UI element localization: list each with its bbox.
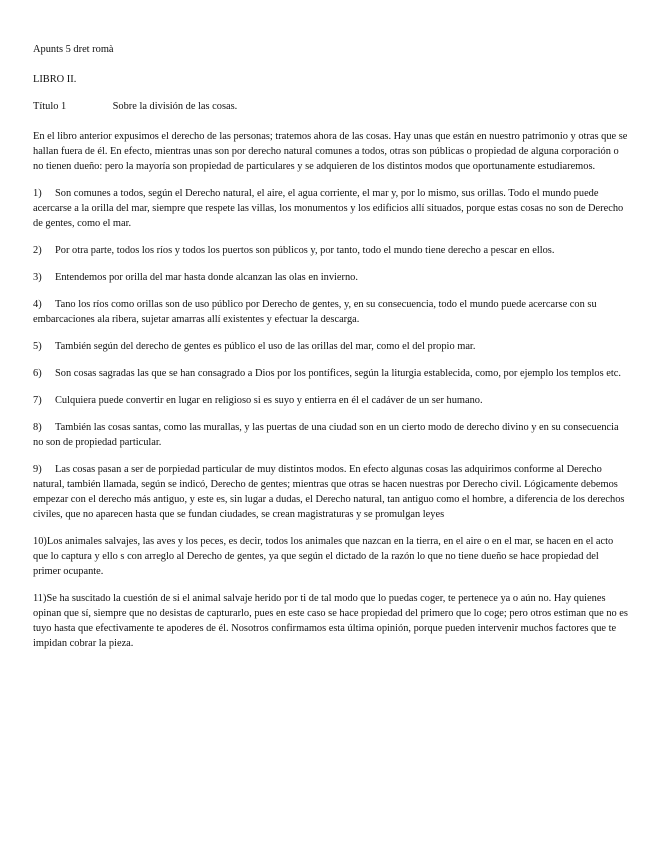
item-number: 9) <box>33 464 42 475</box>
item-number: 6) <box>33 368 42 379</box>
item-number: 5) <box>33 341 42 352</box>
list-item <box>33 534 629 579</box>
item-number: 7) <box>33 395 42 406</box>
title-heading <box>33 99 629 114</box>
item-number: 1) <box>33 188 42 199</box>
intro-paragraph: En el libro anterior expusimos el derecho de las personas; tratemos ahora de las cosas. Hay unas que están en nuestro patrimonio y otras que se hallan fuera de él. En efecto, mientras unas son por derecho natural comunes a todos, otras son públicas o propiedad de alguna corporación o no tienen dueño: pero la mayoría son propiedad de particulares y se adquieren de los distintos modos que oportunamente estudiaremos. <box>33 131 628 172</box>
item-text: Entendemos por orilla del mar hasta donde alcanzan las olas en invierno. <box>55 272 358 283</box>
item-number: 2) <box>33 245 42 256</box>
list-item <box>33 270 629 285</box>
list-item <box>33 186 629 231</box>
item-text: Se ha suscitado la cuestión de si el animal salvaje herido por ti de tal modo que lo puedas coger, te pertenece ya o aún no. Hay quienes opinan que sí, siempre que no desistas de capturarlo, pues en este caso se hace propiedad del primero que lo coge; pero otros estiman que no es tuyo hasta que efectivamente te apoderes de él. Nosotros confirmamos esta última opinión, porque pueden intervenir muchos factores que te impidan cobrar la pieza. <box>33 593 628 649</box>
item-number: 3) <box>33 272 42 283</box>
title-number: Título 1 <box>33 101 67 112</box>
list-item <box>33 462 629 522</box>
item-text: Los animales salvajes, las aves y los peces, es decir, todos los animales que nazcan en la tierra, en el aire o en el mar, se hacen en el acto que lo captura y ello s con arreglo al Derecho de gentes, ya que según el dictado de la razón lo que no tiene dueño se hace propiedad del primer ocupante. <box>33 536 614 577</box>
item-text: Tano los ríos como orillas son de uso público por Derecho de gentes, y, en su consecuencia, todo el mundo puede acercarse con su embarcaciones ala ribera, sujetar amarras allí existentes y efectuar la descarga. <box>33 299 597 325</box>
document-header: Apunts 5 dret romà <box>33 44 114 55</box>
list-item <box>33 591 629 651</box>
item-text: Son comunes a todos, según el Derecho natural, el aire, el agua corriente, el mar y, por lo mismo, sus orillas. Todo el mundo puede acercarse a la orilla del mar, siempre que respete las villas, los monumentos y los edificios allí situados, porque estas cosas no son de Derecho de gentes, como el mar. <box>33 188 624 229</box>
item-text: Son cosas sagradas las que se han consagrado a Dios por los pontífices, según la liturgia establecida, como, por ejemplo los templos etc. <box>55 368 621 379</box>
list-item <box>33 420 629 450</box>
list-item <box>33 366 629 381</box>
item-number: 4) <box>33 299 42 310</box>
list-item <box>33 243 629 258</box>
item-text: Las cosas pasan a ser de porpiedad particular de muy distintos modos. En efecto algunas cosas las adquirimos conforme al Derecho natural, también llamada, según se indicó, Derecho de gentes; mientras que otras se hacen nuestras por Derecho civil. Lógicamente debemos empezar con el derecho más antiguo, y este es, sin lugar a dudas, el Derecho natural, tan antiguo como el hombre, a diferencia de los derechos civiles, que no aparecen hasta que se fundan ciudades, se crean magistraturas y se promulgan leyes <box>33 464 625 520</box>
item-number: 10) <box>33 536 47 547</box>
document-page <box>33 42 629 663</box>
title-name: Sobre la división de las cosas. <box>112 101 238 112</box>
list-item <box>33 393 629 408</box>
item-text: Culquiera puede convertir en lugar en religioso si es suyo y entierra en él el cadáver de un ser humano. <box>55 395 483 406</box>
list-item <box>33 339 629 354</box>
item-number: 11) <box>33 593 47 604</box>
item-text: Por otra parte, todos los ríos y todos los puertos son públicos y, por tanto, todo el mundo tiene derecho a pescar en ellos. <box>55 245 555 256</box>
list-item <box>33 297 629 327</box>
item-text: También las cosas santas, como las murallas, y las puertas de una ciudad son en un cierto modo de derecho divino y en su consecuencia no son de propiedad particular. <box>33 422 619 448</box>
item-number: 8) <box>33 422 42 433</box>
book-heading: LIBRO II. <box>33 74 77 85</box>
item-text: También según del derecho de gentes es público el uso de las orillas del mar, como el del propio mar. <box>55 341 476 352</box>
